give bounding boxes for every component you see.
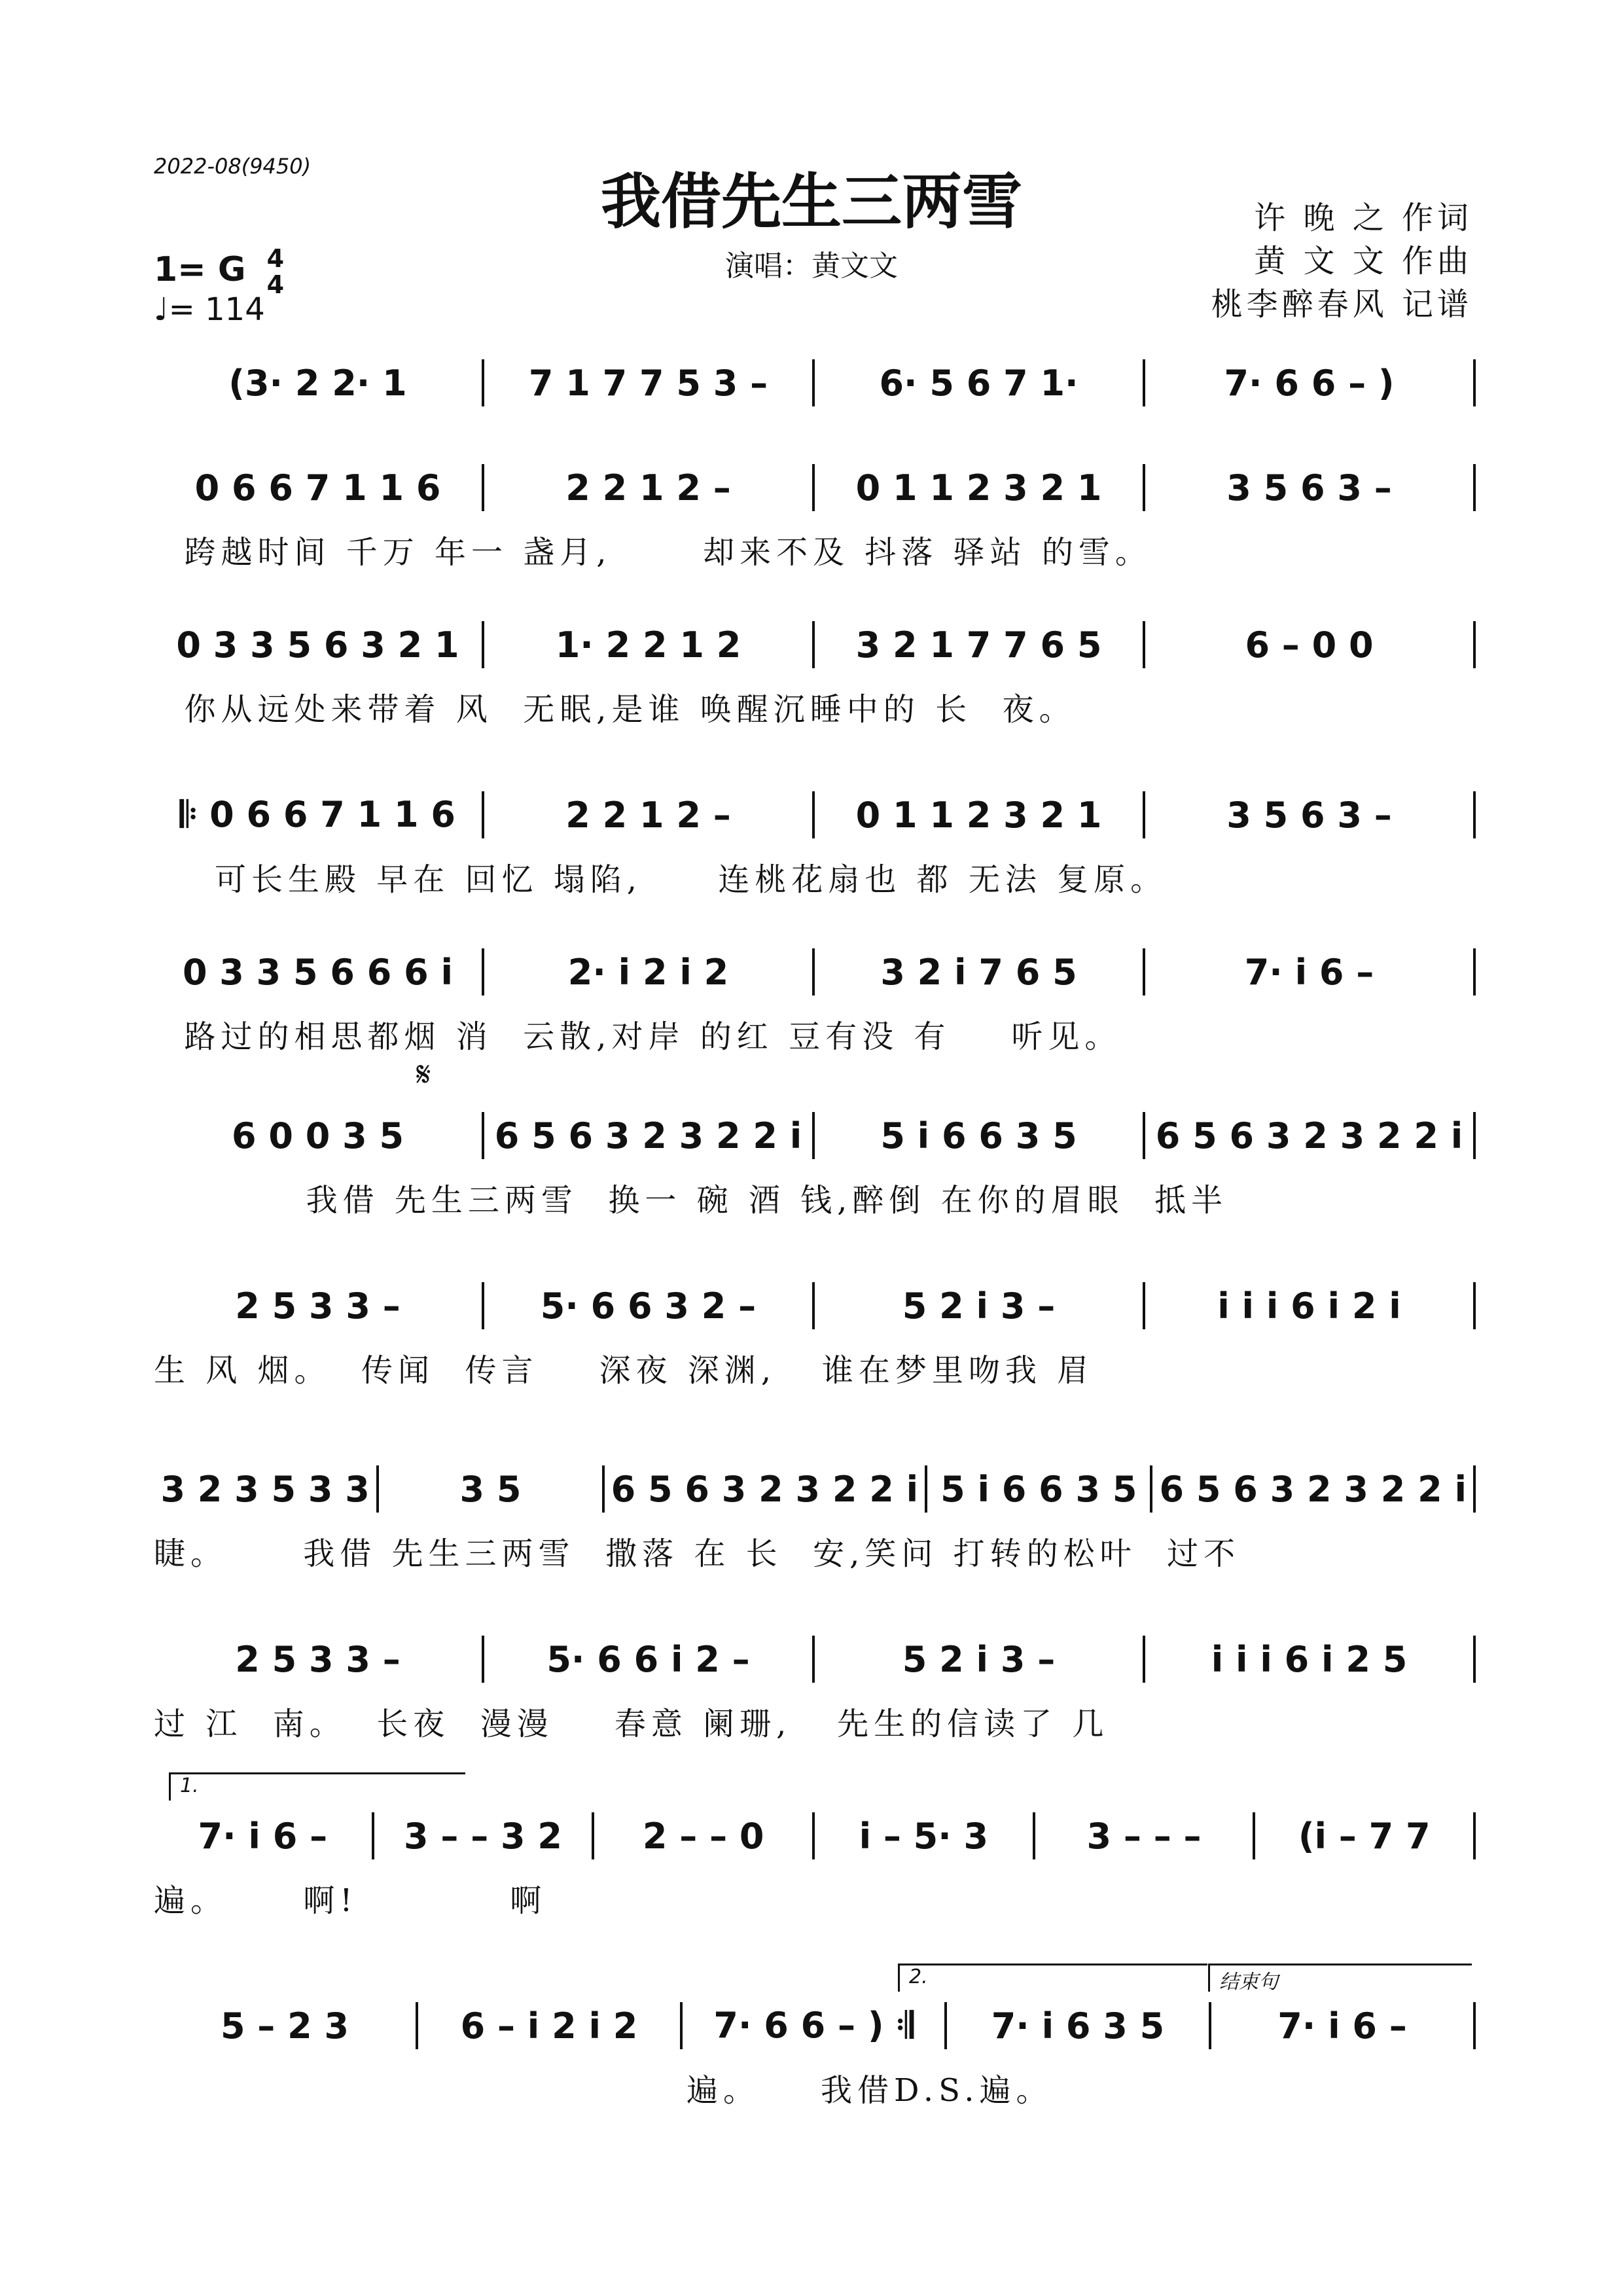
measure: (3· 2 2· 1 <box>228 362 407 404</box>
measure: 6 5 6 3 2 3 2 2 i <box>1159 1468 1467 1510</box>
measure: 3 – – 3 2 <box>404 1815 562 1857</box>
lyrics-line: 路过的相思都烟 消 云散,对岸 的红 豆有没 有 听见。 <box>154 1018 1122 1055</box>
measure: 2 2 1 2 – <box>565 467 731 509</box>
measure: 7· i 6 – <box>198 1815 328 1857</box>
measure: 2 5 3 3 – <box>235 1638 401 1680</box>
notes-line <box>154 615 1476 674</box>
measure: 7· i 6 3 5 <box>991 2005 1165 2047</box>
measure: 5· 6 6 i 2 – <box>546 1638 750 1680</box>
measure: 3 2 i 7 6 5 <box>880 951 1077 993</box>
measure: 6· 5 6 7 1· <box>879 362 1079 404</box>
key-signature <box>154 245 284 298</box>
notes-line <box>154 1106 1476 1165</box>
measure: 7· 6 6 – ) 𝄇 <box>713 2005 914 2046</box>
time-top: 4 <box>266 244 285 273</box>
notes-line <box>154 458 1476 517</box>
barline <box>1473 791 1476 838</box>
lyrics-line: 过 江 南。 长夜 漫漫 春意 阑珊, 先生的信读了 几 <box>154 1706 1109 1742</box>
measure: 3 5 6 3 – <box>1226 794 1392 836</box>
barline <box>1473 1465 1476 1513</box>
barline <box>1473 1812 1476 1859</box>
lyrics-line: 可长生殿 早在 回忆 塌陷, 连桃花扇也 都 无法 复原。 <box>154 861 1168 898</box>
measure: i – 5· 3 <box>859 1815 989 1857</box>
lyrics-line: 睫。 我借 先生三两雪 撒落 在 长 安,笑问 打转的松叶 过不 <box>154 1535 1241 1572</box>
measure: 0 3 3 5 6 3 2 1 <box>176 624 459 666</box>
tempo-marking: ♩= 114 <box>154 291 265 328</box>
measure: 5 i 6 6 3 5 <box>940 1468 1137 1510</box>
measure: 3 2 1 7 7 6 5 <box>855 624 1102 666</box>
measure: (i – 7 7 <box>1298 1815 1431 1857</box>
measure: 5 2 i 3 – <box>902 1285 1056 1327</box>
measure: 1· 2 2 1 2 <box>555 624 741 666</box>
volta-2-bracket <box>898 1964 1207 1992</box>
notes-line <box>154 1996 1476 2055</box>
measure: 3 5 6 3 – <box>1226 467 1392 509</box>
measure: 7 1 7 7 5 3 – <box>528 362 768 404</box>
measure: 0 3 3 5 6 6 6 i <box>182 951 454 993</box>
ending-label: 结束句 <box>1219 1971 1278 1994</box>
catalog-number: 2022-08(9450) <box>154 154 312 179</box>
credits-block <box>1211 196 1472 326</box>
barline <box>1473 948 1476 996</box>
measure: 𝄆 0 6 6 7 1 1 6 <box>180 794 455 835</box>
barline <box>1473 1282 1476 1329</box>
measure: 2 5 3 3 – <box>235 1285 401 1327</box>
ending-bracket <box>1208 1964 1472 1992</box>
measure: 6 5 6 3 2 3 2 2 i <box>611 1468 919 1510</box>
key-label: 1= G <box>154 250 246 289</box>
measure: 3 2 3 5 3 3 <box>160 1468 370 1510</box>
measure: 0 1 1 2 3 2 1 <box>855 467 1102 509</box>
measure: 0 1 1 2 3 2 1 <box>855 794 1102 836</box>
measure: 2· i 2 i 2 <box>567 951 729 993</box>
measure: 7· i 6 – <box>1277 2005 1407 2047</box>
measure: 3 5 <box>459 1468 522 1510</box>
lyrics-line: 你从远处来带着 风 无眠,是谁 唤醒沉睡中的 长 夜。 <box>154 691 1076 728</box>
singer-credit: 演唱：黄文文 <box>725 249 898 283</box>
measure: 6 5 6 3 2 3 2 2 i <box>494 1115 802 1157</box>
notes-line <box>154 1806 1476 1865</box>
measure: 2 – – 0 <box>642 1815 764 1857</box>
song-title: 我借先生三两雪 <box>600 166 1022 237</box>
lyrics-line: 跨越时间 千万 年一 盏月, 却来不及 抖落 驿站 的雪。 <box>154 534 1152 571</box>
measure: i i i 6 i 2 i <box>1217 1285 1401 1327</box>
barline <box>1473 1112 1476 1159</box>
lyrics-line: 遍。 我借D.S.遍。 <box>154 2072 1053 2109</box>
notes-line <box>154 942 1476 1001</box>
measure: 6 – i 2 i 2 <box>460 2005 638 2047</box>
barline <box>1473 2002 1476 2049</box>
lyrics-line: 生 风 烟。 传闻 传言 深夜 深渊, 谁在梦里吻我 眉 <box>154 1352 1094 1389</box>
transcriber-credit: 桃李醉春风 记谱 <box>1211 286 1472 323</box>
measure: i i i 6 i 2 5 <box>1211 1638 1408 1680</box>
notes-line <box>154 1630 1476 1689</box>
notes-line <box>154 1276 1476 1335</box>
volta-1-label: 1. <box>180 1774 199 1797</box>
notes-line <box>154 785 1476 844</box>
measure: 5 2 i 3 – <box>902 1638 1056 1680</box>
measure: 7· 6 6 – ) <box>1224 362 1395 404</box>
lyricist-credit: 许 晚 之 作词 <box>1254 200 1472 236</box>
barline <box>1473 464 1476 511</box>
lyrics-line: 遍。 啊! 啊 <box>154 1882 547 1919</box>
measure: 7· i 6 – <box>1244 951 1374 993</box>
measure: 0 6 6 7 1 1 6 <box>194 467 441 509</box>
volta-1-bracket <box>169 1772 465 1801</box>
notes-line <box>154 1460 1476 1518</box>
lyrics-line: 我借 先生三两雪 换一 碗 酒 钱,醉倒 在你的眉眼 抵半 <box>154 1182 1228 1219</box>
measure: 6 – 0 0 <box>1245 624 1374 666</box>
time-bottom: 4 <box>266 270 285 299</box>
barline <box>1473 621 1476 668</box>
notes-line <box>154 353 1476 412</box>
segno-sign: 𝄋 <box>416 1055 431 1094</box>
measure: 6 5 6 3 2 3 2 2 i <box>1155 1115 1463 1157</box>
composer-credit: 黄 文 文 作曲 <box>1254 243 1472 279</box>
measure: 3 – – – <box>1086 1815 1202 1857</box>
measure: 5 i 6 6 3 5 <box>880 1115 1077 1157</box>
measure: 2 2 1 2 – <box>565 794 731 836</box>
barline <box>1473 359 1476 406</box>
time-signature <box>267 245 284 298</box>
barline <box>1473 1636 1476 1683</box>
measure: 5 – 2 3 <box>220 2005 349 2047</box>
measure: 6 0 0 3 5 <box>231 1115 404 1157</box>
measure: 5· 6 6 3 2 – <box>540 1285 757 1327</box>
volta-2-label: 2. <box>909 1965 928 1988</box>
